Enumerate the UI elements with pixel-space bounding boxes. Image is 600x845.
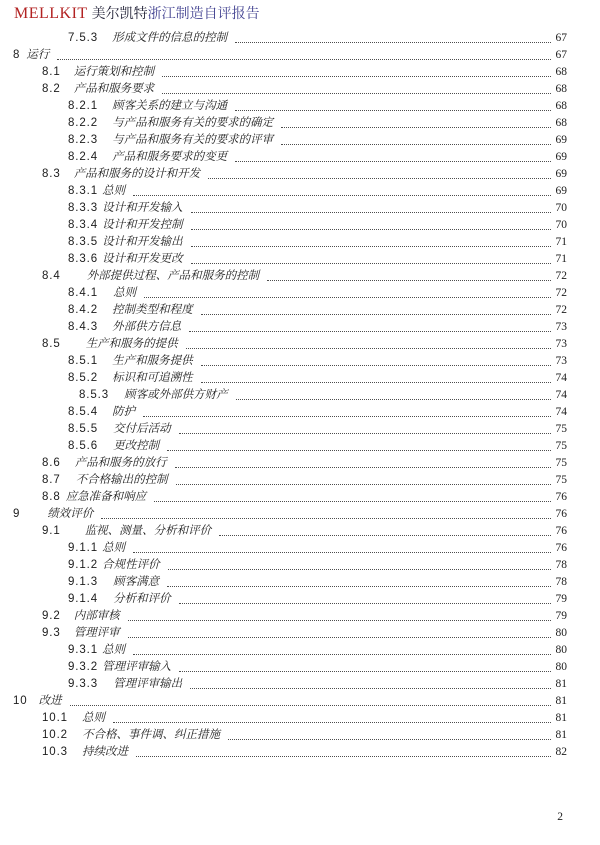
toc-entry-title: 管理评审 xyxy=(73,627,120,639)
toc-entry-page: 76 xyxy=(555,508,567,520)
toc-entry-number: 8.7 xyxy=(42,474,61,486)
toc-row[interactable] xyxy=(13,232,567,249)
toc-entry-number: 8.5.6 xyxy=(68,440,99,452)
toc-entry-page: 69 xyxy=(555,185,567,197)
toc-entry-number: 8.1 xyxy=(42,66,61,78)
toc-entry-title: 与产品和服务有关的要求的确定 xyxy=(112,117,274,129)
toc-entry-title: 总则 xyxy=(102,185,126,197)
toc-entry-page: 81 xyxy=(555,729,567,741)
dot-leader xyxy=(128,620,551,621)
toc-entry-page: 70 xyxy=(555,202,567,214)
toc-entry-title: 顾客满意 xyxy=(113,576,160,588)
toc-entry-number: 9.3.1 xyxy=(68,644,99,656)
toc-entry-title: 分析和评价 xyxy=(113,593,171,605)
toc-row[interactable] xyxy=(13,130,567,147)
toc-row[interactable] xyxy=(13,45,567,62)
toc-entry-title: 总则 xyxy=(102,542,126,554)
toc-entry-title: 生产和服务提供 xyxy=(112,355,193,367)
dot-leader xyxy=(235,110,551,111)
toc-entry-title: 产品和服务要求的变更 xyxy=(112,151,228,163)
toc-entry-number: 10 xyxy=(13,695,28,707)
toc-row[interactable] xyxy=(13,283,567,300)
toc-entry-title: 标识和可追溯性 xyxy=(112,372,193,384)
toc-entry-title: 改进 xyxy=(38,695,62,707)
toc-entry-number: 9.2 xyxy=(42,610,61,622)
toc-entry-number: 8.3.3 xyxy=(68,202,99,214)
toc-entry-page: 69 xyxy=(555,151,567,163)
dot-leader xyxy=(168,569,551,570)
toc-entry-page: 68 xyxy=(555,83,567,95)
toc-row[interactable] xyxy=(13,470,567,487)
dot-leader xyxy=(189,331,551,332)
toc-entry-title: 设计和开发控制 xyxy=(102,219,183,231)
dot-leader xyxy=(128,637,551,638)
dot-leader xyxy=(133,552,551,553)
toc-row[interactable] xyxy=(13,385,567,402)
toc-entry-number: 9.1.1 xyxy=(68,542,99,554)
toc-row[interactable] xyxy=(13,317,567,334)
dot-leader xyxy=(162,76,551,77)
toc-entry-number: 8.3 xyxy=(42,168,61,180)
toc-row[interactable] xyxy=(13,96,567,113)
toc-row[interactable] xyxy=(13,113,567,130)
toc-entry-number: 8.4.3 xyxy=(68,321,99,333)
toc-entry-number: 8.5 xyxy=(42,338,61,350)
toc-entry-title: 合规性评价 xyxy=(102,559,160,571)
toc-entry-page: 81 xyxy=(555,712,567,724)
dot-leader xyxy=(281,144,551,145)
dot-leader xyxy=(281,127,551,128)
dot-leader xyxy=(113,722,551,723)
toc-entry-number: 8.3.5 xyxy=(68,236,99,248)
toc-entry-number: 10.3 xyxy=(42,746,68,758)
toc-row[interactable] xyxy=(13,266,567,283)
toc-entry-title: 持续改进 xyxy=(81,746,128,758)
dot-leader xyxy=(267,280,551,281)
toc-entry-number: 9.3.2 xyxy=(68,661,99,673)
brand-logo-text: MELLKIT xyxy=(14,5,88,22)
toc-entry-title: 应急准备和响应 xyxy=(65,491,147,503)
toc-entry-number: 9.3.3 xyxy=(68,678,99,690)
dot-leader xyxy=(208,178,551,179)
dot-leader xyxy=(191,229,551,230)
dot-leader xyxy=(191,246,551,247)
toc-entry-page: 74 xyxy=(555,372,567,384)
toc-entry-title: 外部提供过程、产品和服务的控制 xyxy=(86,270,260,282)
toc-entry-page: 80 xyxy=(555,661,567,673)
toc-entry-number: 9.1.2 xyxy=(68,559,99,571)
toc-entry-page: 78 xyxy=(555,559,567,571)
toc-entry-page: 76 xyxy=(555,525,567,537)
dot-leader xyxy=(57,59,551,60)
toc-row[interactable] xyxy=(13,742,567,759)
toc-entry-page: 82 xyxy=(555,746,567,758)
toc-row[interactable] xyxy=(13,572,567,589)
toc-entry-number: 8.5.5 xyxy=(68,423,99,435)
toc-entry-number: 8.2.3 xyxy=(68,134,99,146)
dot-leader xyxy=(167,586,551,587)
toc-row[interactable] xyxy=(13,147,567,164)
toc-entry-number: 9.1.3 xyxy=(68,576,99,588)
toc-row[interactable] xyxy=(13,453,567,470)
toc-row[interactable] xyxy=(13,725,567,742)
toc-row[interactable] xyxy=(13,164,567,181)
toc-entry-title: 形成文件的信息的控制 xyxy=(112,32,228,44)
toc-entry-title: 设计和开发输入 xyxy=(102,202,183,214)
toc-row[interactable] xyxy=(13,300,567,317)
toc-entry-page: 72 xyxy=(555,270,567,282)
toc-row[interactable] xyxy=(13,487,567,504)
toc-entry-page: 75 xyxy=(555,423,567,435)
dot-leader xyxy=(143,416,551,417)
dot-leader xyxy=(235,42,551,43)
toc-entry-number: 8.2.2 xyxy=(68,117,99,129)
toc-entry-title: 产品和服务的放行 xyxy=(74,457,167,469)
toc-entry-title: 运行 xyxy=(26,49,50,61)
toc-entry-title: 管理评审输入 xyxy=(102,661,172,673)
toc-row[interactable] xyxy=(13,606,567,623)
dot-leader xyxy=(154,501,551,502)
dot-leader xyxy=(70,705,551,706)
toc-entry-page: 69 xyxy=(555,134,567,146)
toc-entry-page: 75 xyxy=(555,440,567,452)
toc-entry-title: 产品和服务的设计和开发 xyxy=(73,168,201,180)
dot-leader xyxy=(191,212,551,213)
toc-entry-page: 69 xyxy=(555,168,567,180)
toc-row[interactable] xyxy=(13,79,567,96)
toc-row[interactable] xyxy=(13,181,567,198)
dot-leader xyxy=(175,467,551,468)
dot-leader xyxy=(219,535,551,536)
toc-entry-page: 74 xyxy=(555,389,567,401)
toc-entry-page: 79 xyxy=(555,593,567,605)
toc-row[interactable] xyxy=(13,249,567,266)
toc-row[interactable] xyxy=(13,623,567,640)
toc-entry-page: 71 xyxy=(555,236,567,248)
toc-row[interactable] xyxy=(13,504,567,521)
toc-entry-number: 8.8 xyxy=(42,491,61,503)
toc-entry-page: 75 xyxy=(555,474,567,486)
toc-entry-number: 8.3.6 xyxy=(68,253,99,265)
toc-entry-title: 更改控制 xyxy=(113,440,160,452)
toc-entry-number: 8.2.4 xyxy=(68,151,99,163)
toc-entry-page: 80 xyxy=(555,627,567,639)
toc-entry-page: 68 xyxy=(555,100,567,112)
toc-entry-number: 8.6 xyxy=(42,457,61,469)
toc-row[interactable] xyxy=(13,538,567,555)
toc-entry-page: 78 xyxy=(555,576,567,588)
toc-entry-page: 67 xyxy=(555,49,567,61)
toc-entry-title: 顾客关系的建立与沟通 xyxy=(112,100,228,112)
toc-entry-number: 8.3.4 xyxy=(68,219,99,231)
toc-entry-number: 8.5.1 xyxy=(68,355,99,367)
toc-entry-title: 生产和服务的提供 xyxy=(85,338,178,350)
dot-leader xyxy=(190,688,551,689)
toc-entry-number: 8.5.3 xyxy=(79,389,110,401)
toc-entry-page: 72 xyxy=(555,287,567,299)
toc-entry-title: 与产品和服务有关的要求的评审 xyxy=(112,134,274,146)
toc-entry-page: 81 xyxy=(555,695,567,707)
toc-entry-number: 10.1 xyxy=(42,712,68,724)
document-header xyxy=(14,5,260,22)
toc-entry-page: 70 xyxy=(555,219,567,231)
toc-entry-page: 72 xyxy=(555,304,567,316)
toc-entry-page: 73 xyxy=(555,338,567,350)
toc-row[interactable] xyxy=(13,589,567,606)
toc-entry-number: 9.1.4 xyxy=(68,593,99,605)
dot-leader xyxy=(179,433,551,434)
toc-entry-title: 监视、测量、分析和评价 xyxy=(84,525,212,537)
toc-entry-title: 不合格输出的控制 xyxy=(75,474,168,486)
toc-row[interactable] xyxy=(13,368,567,385)
toc-entry-page: 68 xyxy=(555,66,567,78)
toc-entry-page: 73 xyxy=(555,321,567,333)
dot-leader xyxy=(133,654,551,655)
toc-entry-number: 10.2 xyxy=(42,729,68,741)
toc-entry-number: 9.1 xyxy=(42,525,61,537)
toc-row[interactable] xyxy=(13,419,567,436)
toc-entry-title: 设计和开发更改 xyxy=(102,253,183,265)
toc-row[interactable] xyxy=(13,657,567,674)
toc-entry-page: 79 xyxy=(555,610,567,622)
toc-row[interactable] xyxy=(13,334,567,351)
dot-leader xyxy=(179,671,551,672)
toc-entry-page: 81 xyxy=(555,678,567,690)
toc-entry-title: 运行策划和控制 xyxy=(73,66,155,78)
toc-entry-page: 74 xyxy=(555,406,567,418)
toc-entry-title: 总则 xyxy=(113,287,137,299)
dot-leader xyxy=(144,297,551,298)
dot-leader xyxy=(236,399,551,400)
toc-row[interactable] xyxy=(13,640,567,657)
toc-entry-page: 76 xyxy=(555,542,567,554)
toc-entry-title: 总则 xyxy=(102,644,126,656)
toc-row[interactable] xyxy=(13,691,567,708)
toc-row[interactable] xyxy=(13,521,567,538)
dot-leader xyxy=(201,382,551,383)
dot-leader xyxy=(136,756,551,757)
toc-entry-number: 8.3.1 xyxy=(68,185,99,197)
toc-entry-page: 80 xyxy=(555,644,567,656)
toc-entry-number: 8.2.1 xyxy=(68,100,99,112)
toc-entry-number: 8.5.4 xyxy=(68,406,99,418)
toc-row[interactable] xyxy=(13,215,567,232)
toc-row[interactable] xyxy=(13,555,567,572)
toc-entry-title: 顾客或外部供方财产 xyxy=(124,389,228,401)
toc-entry-title: 交付后活动 xyxy=(113,423,171,435)
toc-entry-number: 8.2 xyxy=(42,83,61,95)
toc-entry-number: 9 xyxy=(13,508,21,520)
toc-entry-page: 76 xyxy=(555,491,567,503)
toc-row[interactable] xyxy=(13,28,567,45)
dot-leader xyxy=(228,739,551,740)
dot-leader xyxy=(176,484,551,485)
dot-leader xyxy=(235,161,551,162)
toc-entry-page: 71 xyxy=(555,253,567,265)
toc-list xyxy=(13,28,567,759)
dot-leader xyxy=(191,263,551,264)
toc-entry-number: 9.3 xyxy=(42,627,61,639)
toc-entry-number: 8.4 xyxy=(42,270,61,282)
toc-entry-title: 外部供方信息 xyxy=(112,321,182,333)
toc-row[interactable] xyxy=(13,402,567,419)
dot-leader xyxy=(101,518,551,519)
toc-entry-title: 控制类型和程度 xyxy=(112,304,193,316)
footer-page-number: 2 xyxy=(557,811,563,823)
dot-leader xyxy=(179,603,551,604)
header-company-name: 美尔凯特 xyxy=(91,5,148,21)
toc-entry-number: 7.5.3 xyxy=(68,32,99,44)
dot-leader xyxy=(201,365,551,366)
toc-row[interactable] xyxy=(13,436,567,453)
header-report-title: 浙江制造自评报告 xyxy=(147,5,260,21)
toc-entry-number: 8.4.1 xyxy=(68,287,99,299)
toc-entry-page: 75 xyxy=(555,457,567,469)
toc-entry-title: 管理评审输出 xyxy=(113,678,183,690)
toc-entry-number: 8 xyxy=(13,49,21,61)
toc-entry-page: 67 xyxy=(555,32,567,44)
toc-row[interactable] xyxy=(13,351,567,368)
toc-row[interactable] xyxy=(13,708,567,725)
toc-entry-page: 73 xyxy=(555,355,567,367)
toc-entry-title: 防护 xyxy=(112,406,136,418)
toc-entry-number: 8.4.2 xyxy=(68,304,99,316)
dot-leader xyxy=(186,348,551,349)
toc-entry-page: 68 xyxy=(555,117,567,129)
dot-leader xyxy=(167,450,551,451)
toc-entry-title: 产品和服务要求 xyxy=(73,83,155,95)
toc-row[interactable] xyxy=(13,198,567,215)
toc-row[interactable] xyxy=(13,674,567,691)
dot-leader xyxy=(162,93,551,94)
toc-entry-title: 内部审核 xyxy=(73,610,120,622)
toc-row[interactable] xyxy=(13,62,567,79)
dot-leader xyxy=(201,314,551,315)
toc-entry-title: 总则 xyxy=(81,712,105,724)
toc-entry-title: 绩效评价 xyxy=(47,508,94,520)
toc-entry-number: 8.5.2 xyxy=(68,372,99,384)
toc-entry-title: 设计和开发输出 xyxy=(102,236,183,248)
toc-entry-title: 不合格、事件调、纠正措施 xyxy=(81,729,220,741)
dot-leader xyxy=(133,195,551,196)
